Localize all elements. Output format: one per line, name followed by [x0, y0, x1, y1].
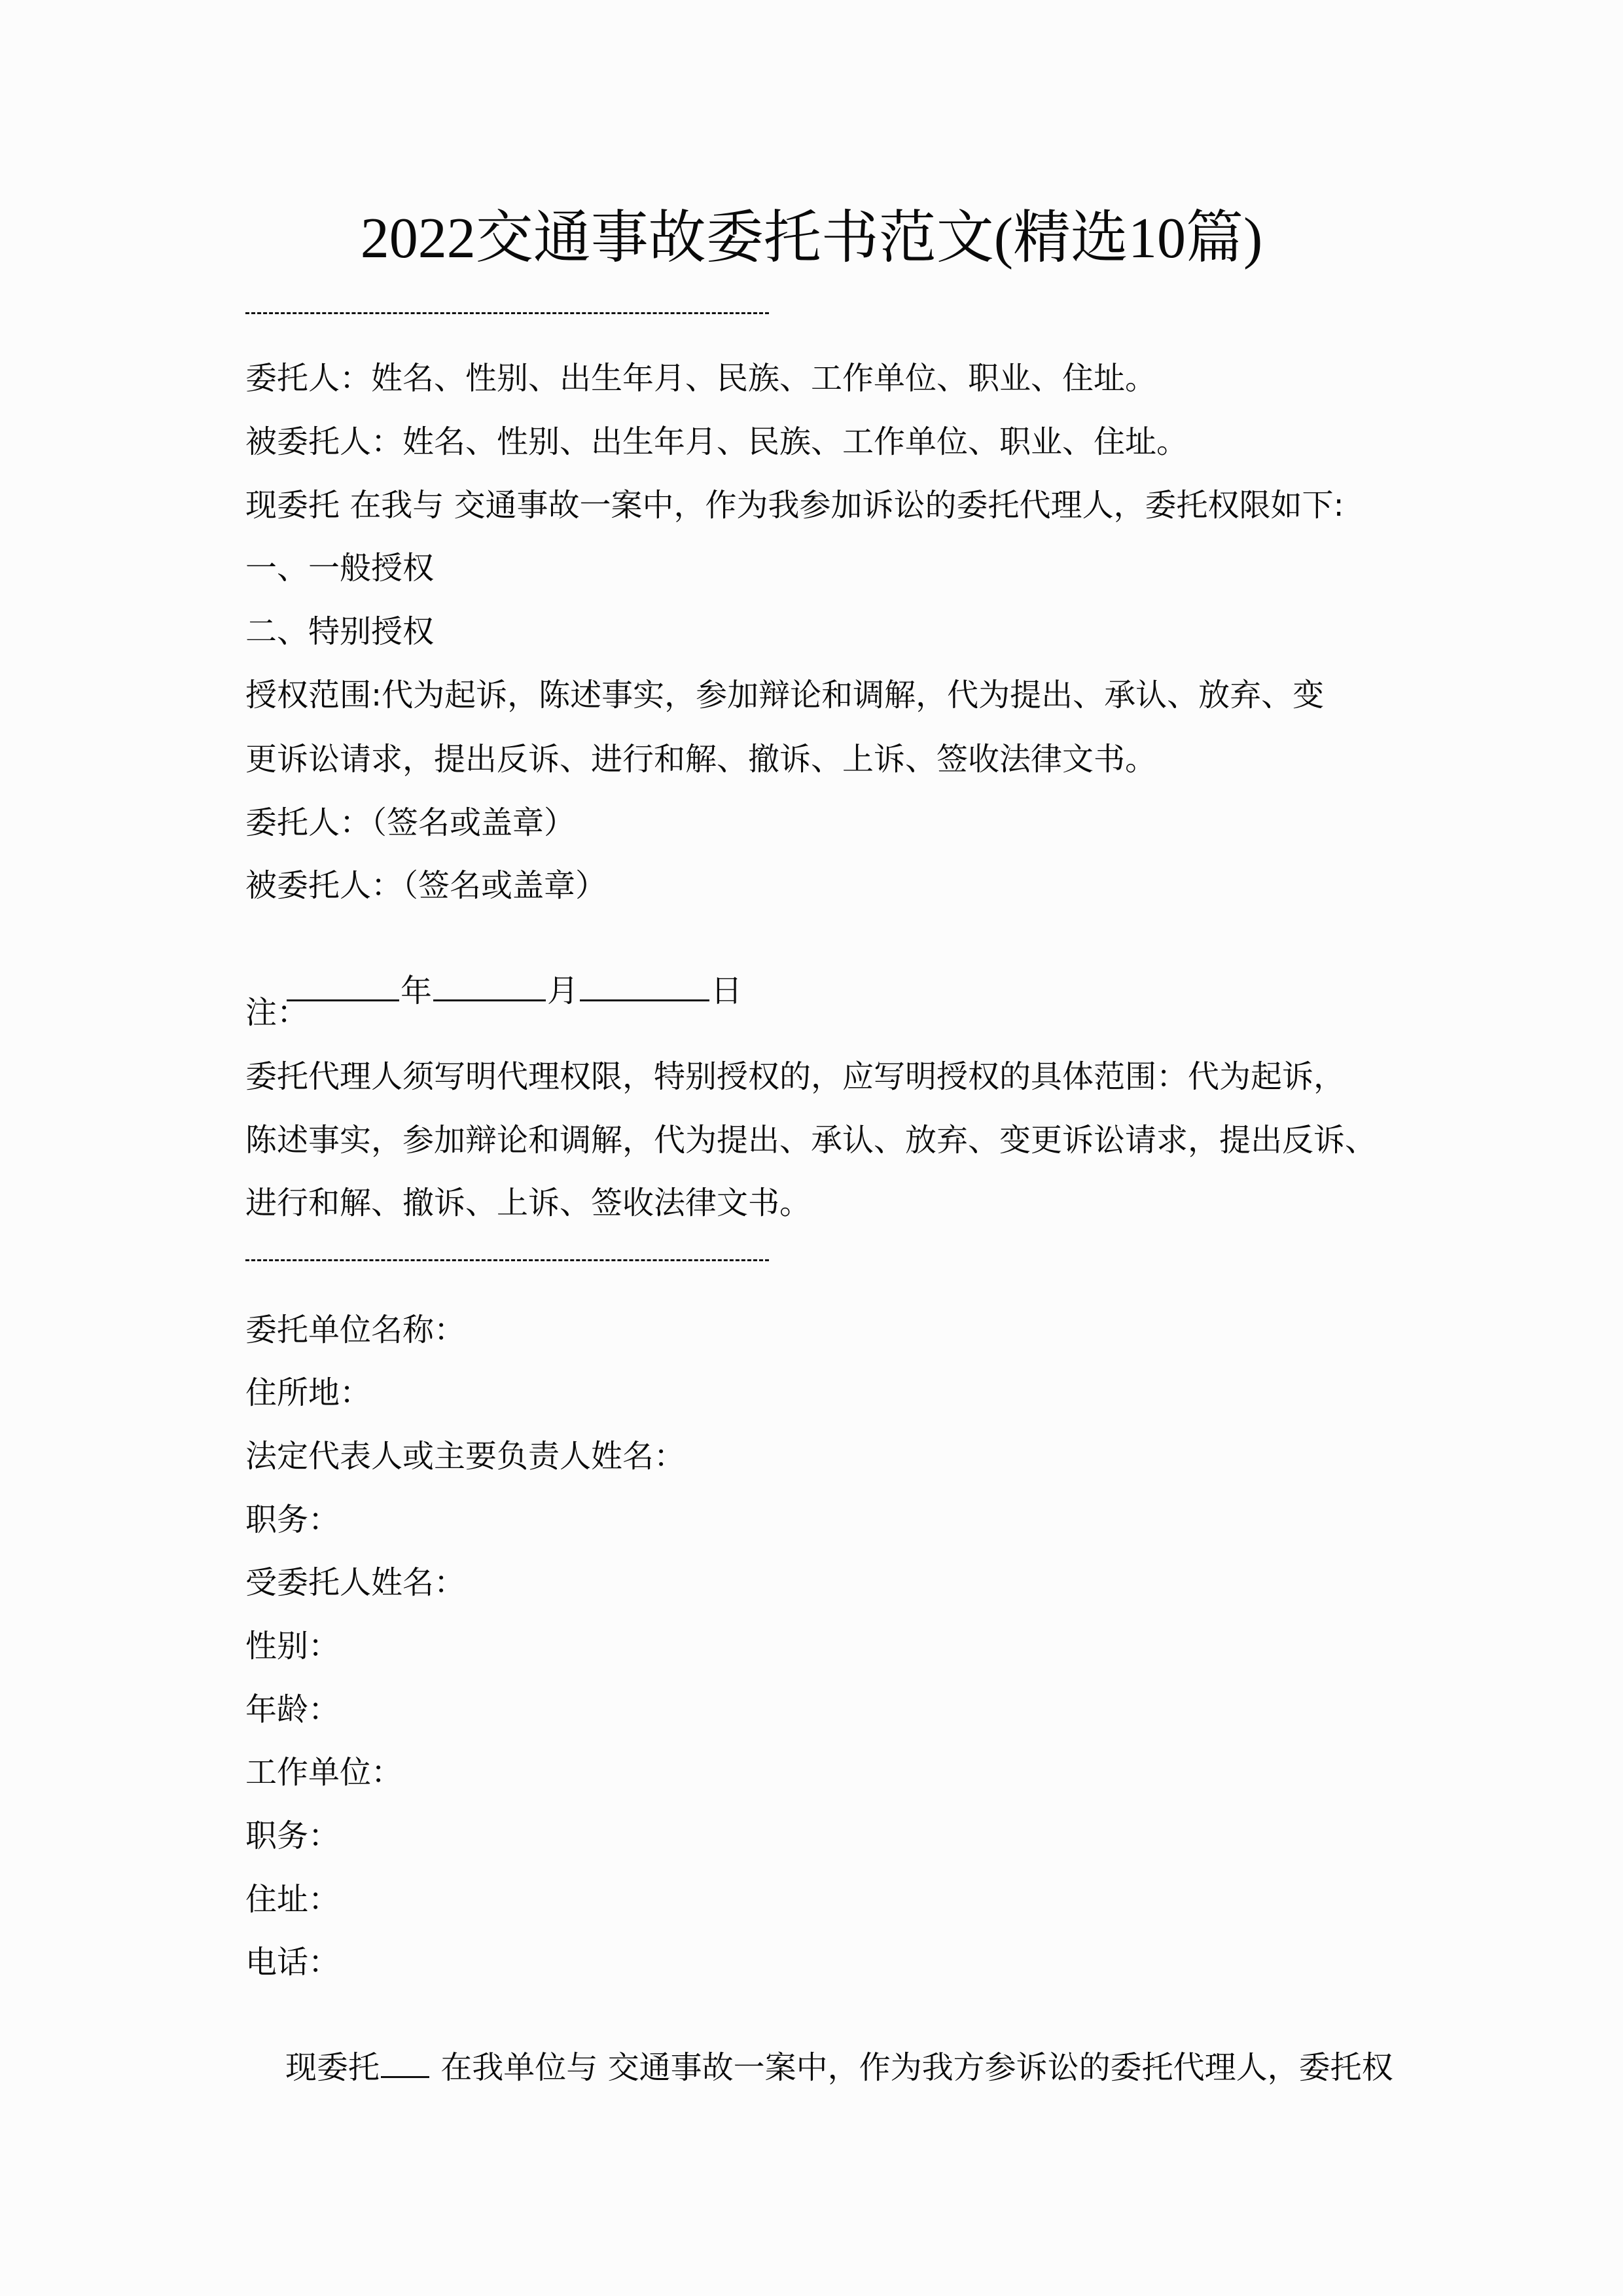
- age-field: 年龄：: [245, 1691, 340, 1728]
- entrusting-unit-name-field: 委托单位名称：: [245, 1312, 466, 1348]
- note-line-2: 陈述事实，参加辩论和调解，代为提出、承认、放弃、变更诉讼请求，提出反诉、: [245, 1122, 1377, 1158]
- separator-line: [245, 1259, 769, 1261]
- separator-line: [245, 312, 769, 314]
- entrust-rest: 在我单位与 交通事故一案中，作为我方参诉讼的委托代理人，委托权: [431, 2049, 1393, 2086]
- domicile-field: 住所地：: [245, 1374, 372, 1411]
- year-label: 年: [401, 973, 433, 1009]
- trustee-name-field: 受委托人姓名：: [245, 1564, 466, 1601]
- work-unit-field: 工作单位：: [245, 1754, 403, 1791]
- note-line-1: 委托代理人须写明代理权限，特别授权的，应写明授权的具体范围：代为起诉，: [245, 1058, 1346, 1095]
- month-label: 月: [547, 973, 579, 1009]
- entrust-statement-line: 现委托 在我与 交通事故一案中，作为我参加诉讼的委托代理人，委托权限如下:: [245, 487, 1344, 524]
- principal-info-line: 委托人：姓名、性别、出生年月、民族、工作单位、职业、住址。: [245, 360, 1157, 397]
- month-blank[interactable]: [433, 971, 546, 1001]
- entrust-prefix: 现委托: [285, 2049, 380, 2086]
- legal-representative-field: 法定代表人或主要负责人姓名：: [245, 1438, 686, 1475]
- position-field: 职务：: [245, 1818, 340, 1854]
- day-blank[interactable]: [580, 971, 709, 1001]
- note-line-3: 进行和解、撤诉、上诉、签收法律文书。: [245, 1185, 812, 1221]
- agent-signature-line: 被委托人：（签名或盖章）: [245, 867, 607, 904]
- position-field: 职务：: [245, 1501, 340, 1538]
- phone-field: 电话：: [245, 1944, 340, 1981]
- agent-info-line: 被委托人：姓名、性别、出生年月、民族、工作单位、职业、住址。: [245, 423, 1188, 460]
- gender-field: 性别：: [245, 1628, 340, 1664]
- address-field: 住址：: [245, 1881, 340, 1918]
- authorization-scope-line-1: 授权范围:代为起诉，陈述事实，参加辩论和调解，代为提出、承认、放弃、变: [245, 677, 1325, 713]
- authorization-scope-line-2: 更诉讼请求，提出反诉、进行和解、撤诉、上诉、签收法律文书。: [245, 741, 1157, 778]
- agent-name-blank[interactable]: [381, 2047, 429, 2078]
- document-title: 2022交通事故委托书范文(精选10篇): [360, 207, 1263, 270]
- day-label: 日: [711, 973, 743, 1009]
- unit-entrust-statement-line: [245, 2005, 1393, 2086]
- principal-signature-line: 委托人：（签名或盖章）: [245, 804, 576, 841]
- general-authorization-item: 一、一般授权: [245, 550, 435, 586]
- date-line: [245, 928, 743, 1009]
- note-label: 注：: [245, 994, 309, 1031]
- special-authorization-item: 二、特别授权: [245, 613, 435, 650]
